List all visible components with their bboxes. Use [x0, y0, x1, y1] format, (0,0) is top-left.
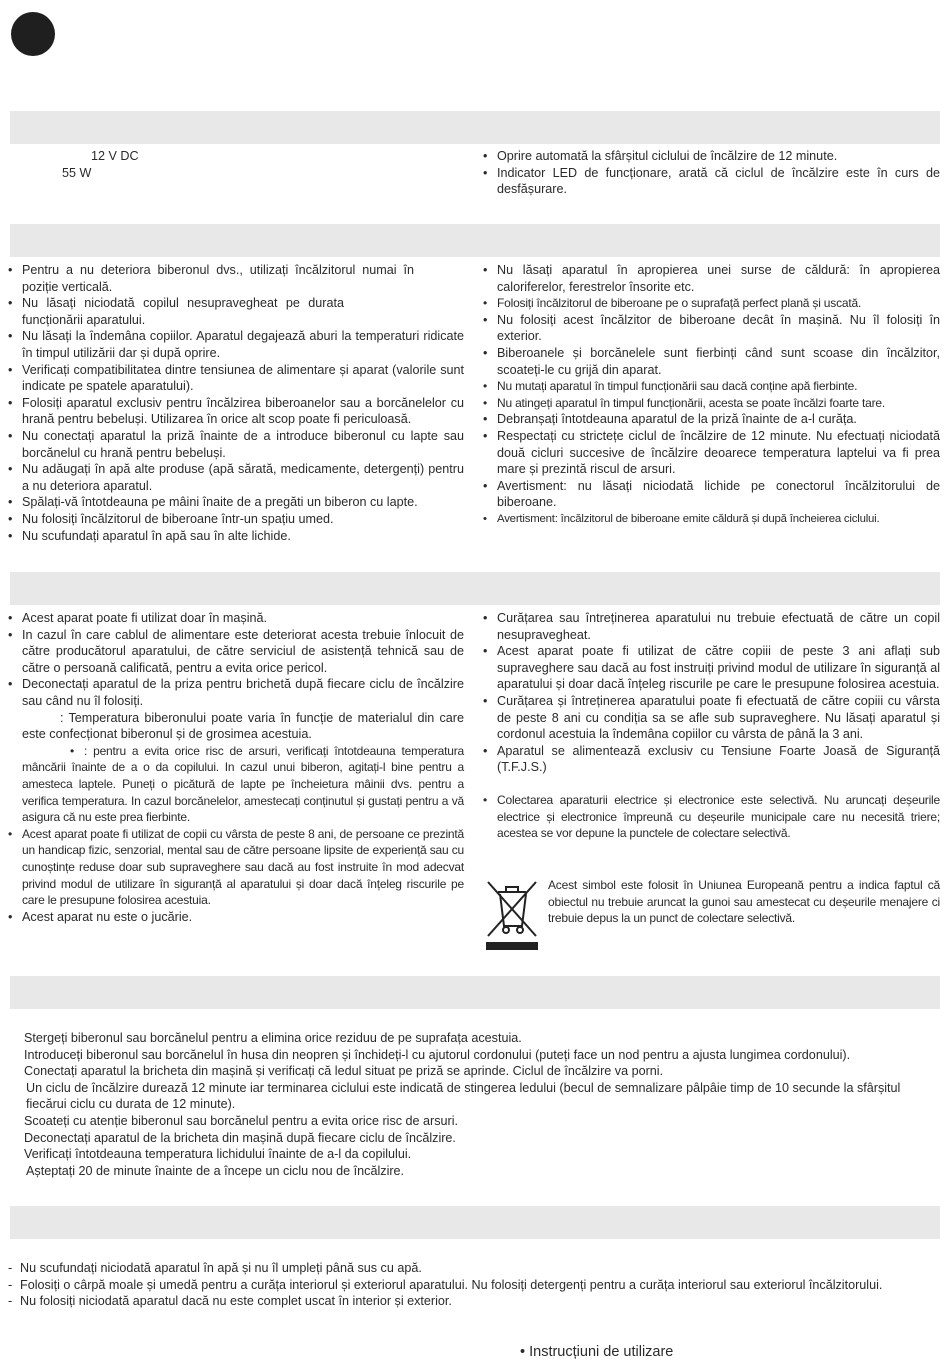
list-item: • Pentru a nu deteriora biberonul dvs., utilizați încălzitorul numai în poziție verticală. [8, 262, 464, 295]
list-item: Deconectați aparatul de la bricheta din mașină după fiecare ciclu de încălzire. [24, 1130, 456, 1145]
list-item: Conectați aparatul la bricheta din mașină și verificați că ledul situat pe priză se aprinde. Ciclul de încălzire va porni. [24, 1064, 664, 1079]
spec-power: 55 W [62, 165, 92, 180]
list-item: • Nu lăsați aparatul în apropierea unei surse de căldură: în apropierea caloriferelor, ferestrelor însorite etc. [483, 262, 940, 295]
list-item: • Indicator LED de funcționare, arată că ciclul de încălzire este în curs de desfășurare. [483, 165, 940, 198]
list-item: • Aparatul se alimentează exclusiv cu Tensiune Foarte Joasă de Siguranță (T.F.J.S.) [483, 743, 940, 776]
list-item: • Oprire automată la sfârșitul ciclului de încălzire de 12 minute. [483, 148, 940, 165]
specifications [8, 148, 139, 181]
list-item: • Biberoanele și borcănelele sunt fierbinți când sunt scoase din încălzitor, scoateți-le cu grijă din aparat. [483, 345, 940, 378]
safety-left-column [8, 262, 464, 544]
warning-note: : Temperatura biberonului poate varia în funcție de materialul din care este confecționat biberonul și de grosimea acestuia. [22, 710, 464, 742]
list-item: - Nu scufundați niciodată aparatul în apă și nu îl umpleți până sus cu apă. [8, 1260, 940, 1277]
weee-crossed-bin-icon [484, 876, 540, 952]
list-item: • In cazul în care cablul de alimentare este deteriorat acesta trebuie înlocuit de către producătorul aparatului, de către serviciul de asistență tehnică sau de către o persoană calificată, pentru a evita orice pericol. [8, 627, 464, 677]
list-item: • Nu folosiți acest încălzitor de biberoane decât în mașină. Nu îl folosiți în exterior. [483, 312, 940, 345]
section-header-warnings [10, 572, 940, 605]
list-item: Scoateți cu atenție biberonul sau borcănelul pentru a evita orice risc de arsuri. [24, 1113, 459, 1128]
list-item: • Spălați-vă întotdeauna pe mâini înaite de a pregăti un biberon cu lapte. [8, 494, 464, 511]
footer-caption: • Instrucțiuni de utilizare [520, 1343, 673, 1361]
spec-voltage: 12 V DC [91, 149, 139, 163]
list-item: • Nu scufundați aparatul în apă sau în alte lichide. [8, 528, 464, 545]
list-item: • Colectarea aparaturii electrice și electronice este selectivă. Nu aruncați deșeurile electrice și electronice împreună cu deșeurile municipale care nu necesită triere; acestea se vor depune la punctele de colectare selectivă. [483, 792, 940, 842]
list-item: • Curățarea și întreținerea aparatului poate fi efectuată de către copiii cu vârsta de peste 8 ani cu condiția sa se afle sub supraveghere. Nu lăsați aparatul și cordonul acestuia la îndemâna copiilor cu vârsta de până la 3 ani. [483, 693, 940, 743]
warnings-list-left [8, 610, 464, 710]
list-item: • Nu mutați aparatul în timpul funcționării sau dacă conține apă fierbinte. [483, 378, 940, 395]
list-item: • Acest aparat poate fi utilizat doar în mașină. [8, 610, 464, 627]
list-item: • Nu adăugați în apă alte produse (apă sărată, medicamente, detergenți) pentru a nu deteriora aparatul. [8, 461, 464, 494]
list-item: • Acest aparat poate fi utilizat de copii cu vârsta de peste 8 ani, de persoane ce prezintă un handicap fizic, senzorial, mental sau de către persoane lipsite de experiență sau cu cunoștințe reduse doar sub supraveghere sau dacă au fost instruite în mod adecvat privind modul de utilizare în siguranță al aparatului și doar dacă înțeleg riscurile pe care le presupune folosirea acestuia. [8, 826, 464, 909]
list-item: • Deconectați aparatul de la priza pentru brichetă după fiecare ciclu de încălzire sau când nu îl folosiți. [8, 676, 464, 709]
list-item: Introduceți biberonul sau borcănelul în husa din neopren și închideți-l cu ajutorul cordonului (puteți face un nod pentru a ajusta lungimea cordonului). [24, 1047, 851, 1062]
list-item: • Respectați cu strictețe ciclul de încălzire de 12 minute. Nu efectuați niciodată două cicluri succesive de încălzire deoarece temperatura laptelui va fi prea mare și prezintă riscul de arsuri. [483, 428, 940, 478]
list-item: Un ciclu de încălzire durează 12 minute iar terminarea ciclului este indicată de stingerea ledului (becul de semnalizare pâlpâie timp de 10 secunde la sfârșitul fiecărui ciclu cu durata de 12 minute). [26, 1080, 901, 1112]
list-item: • Verificați compatibilitatea dintre tensiunea de alimentare și aparat (valorile sunt indicate pe spatele aparatului). [8, 362, 464, 395]
warnings-left-column [8, 610, 464, 925]
list-item: • Avertisment: încălzitorul de biberoane emite căldură și după încheierea ciclului. [483, 511, 940, 528]
safety-list-right [483, 262, 940, 528]
safety-list-left [8, 262, 464, 544]
cleaning-list [8, 1260, 940, 1310]
warnings-list-left-more [8, 743, 464, 926]
list-item: • Nu conectați aparatul la priză înainte de a introduce biberonul cu lapte sau borcănelul cu hrană pentru bebeluși. [8, 428, 464, 461]
section-header-cleaning [10, 1206, 940, 1239]
section-header-safety [10, 224, 940, 257]
list-item: - Nu folosiți niciodată aparatul dacă nu este complet uscat în interior și exterior. [8, 1293, 940, 1310]
list-item: Stergeți biberonul sau borcănelul pentru a elimina orice reziduu de pe suprafața acestuia. [24, 1031, 522, 1045]
list-item: • Nu lăsați la îndemâna copiilor. Aparatul degajează aburi la temperaturi ridicate în timpul utilizării dar și după oprire. [8, 328, 464, 361]
list-item: • Nu lăsați niciodată copilul nesupravegheat pe durata funcționării aparatului. [8, 295, 464, 328]
list-item: • Avertisment: nu lăsați niciodată lichide pe conectorul încălzitorului de biberoane. [483, 478, 940, 511]
list-item: • Nu folosiți încălzitorul de biberoane într-un spațiu umed. [8, 511, 464, 528]
list-item: Verificați întotdeauna temperatura lichidului înainte de a-l da copilului. [24, 1147, 412, 1162]
list-item: • Folosiți aparatul exclusiv pentru încălzirea biberoanelor sau a borcănelelor cu hrană pentru bebeluși. Utilizarea în orice alt scop poate fi periculoasă. [8, 395, 464, 428]
list-item: - Folosiți o cârpă moale și umedă pentru a curăța interiorul și exteriorul aparatului. Nu folosiți detergenți pentru a curăța interiorul sau exteriorul încălzitorului. [8, 1277, 940, 1294]
language-badge [11, 12, 55, 56]
features-list [483, 148, 940, 198]
safety-right-column [483, 262, 940, 528]
usage-steps [24, 1030, 940, 1179]
warnings-list-right [483, 610, 940, 776]
section-header-specifications [10, 111, 940, 144]
list-item: • Acest aparat nu este o jucărie. [8, 909, 464, 926]
section-header-usage [10, 976, 940, 1009]
list-item: • Debranșați întotdeauna aparatul de la priză înainte de a-l curăța. [483, 411, 940, 428]
recycling-list [483, 792, 940, 842]
weee-description: Acest simbol este folosit în Uniunea Europeană pentru a indica faptul că obiectul nu trebuie aruncat la gunoi sau amestecat cu deșeurile menajere ci trebuie depus la un punct de colectare selectivă. [548, 878, 940, 926]
features-column [483, 148, 940, 198]
cleaning-column [8, 1260, 940, 1310]
list-item: • : pentru a evita orice risc de arsuri, verificați întotdeauna temperatura mâncării înainte de a o da copilului. In cazul unui biberon, agitați-l bine pentru a amesteca laptele. Puneți o picătură de lapte pe încheietura mâinii dvs. pentru a verifica temperatura. In cazul borcănelelor, amestecați conținutul și gustați pentru a vă asigura că nu este prea fierbinte. [8, 743, 464, 826]
list-item: Așteptați 20 de minute înainte de a începe un ciclu nou de încălzire. [26, 1163, 405, 1178]
list-item: • Acest aparat poate fi utilizat de către copiii de peste 3 ani aflați sub supraveghere sau dacă au fost instruiți privind modul de utilizare în siguranță al aparatului și doar dacă înțeleg riscurile pe care le presupune folosirea acestuia. [483, 643, 940, 693]
list-item: • Folosiți încălzitorul de biberoane pe o suprafață perfect plană și uscată. [483, 295, 940, 312]
list-item: • Curățarea sau întreținerea aparatului nu trebuie efectuată de către un copil nesupravegheat. [483, 610, 940, 643]
list-item: • Nu atingeți aparatul în timpul funcționării, acesta se poate încălzi foarte tare. [483, 395, 940, 412]
warnings-right-column [483, 610, 940, 842]
